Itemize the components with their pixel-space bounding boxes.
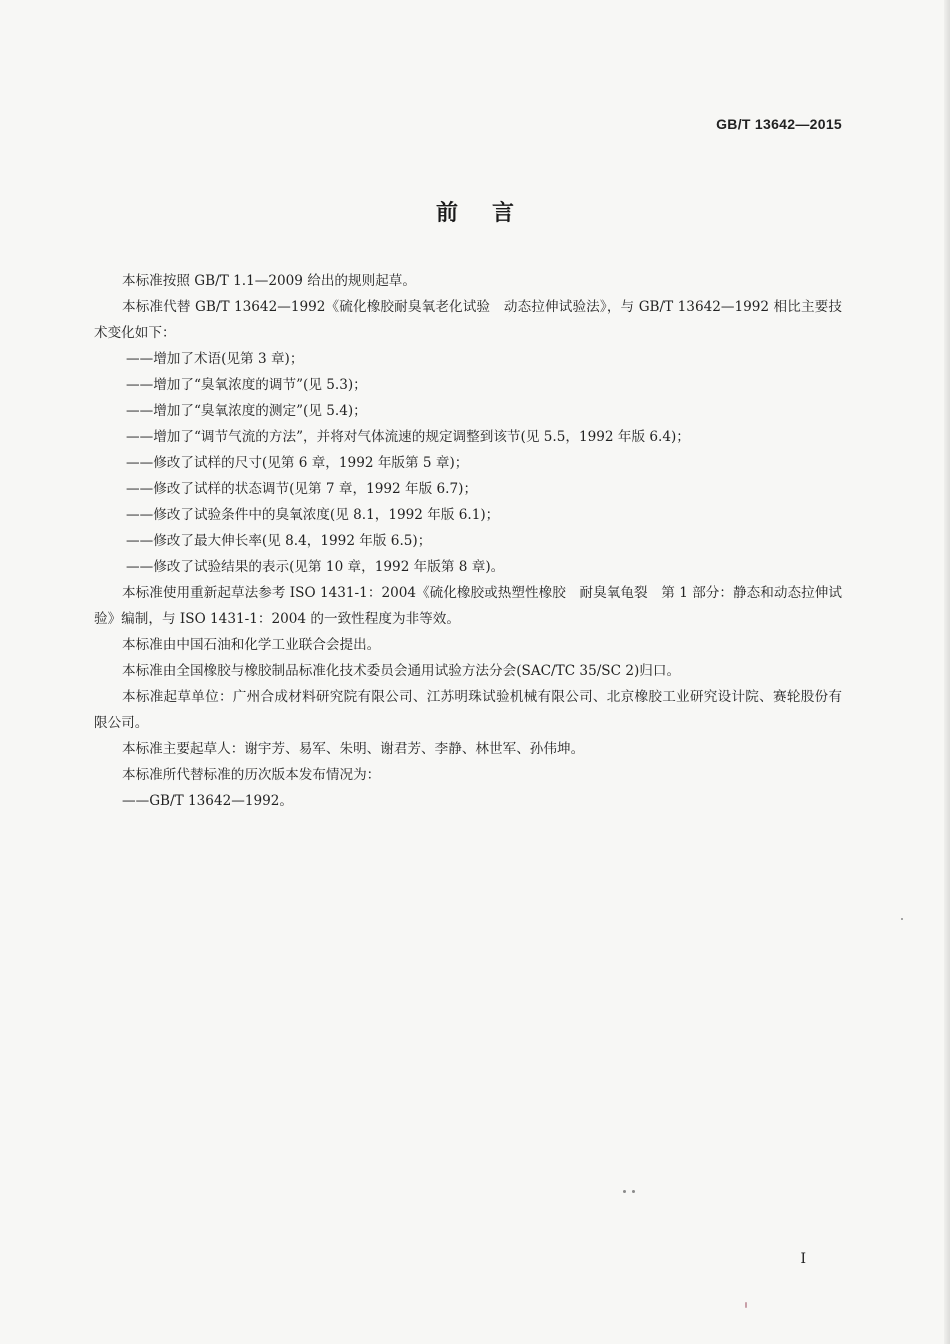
paragraph-iso-reference: 本标准使用重新起草法参考 ISO 1431-1：2004《硫化橡胶或热塑性橡胶 耐臭氧龟裂 第 1 部分：静态和动态拉伸试验》编制，与 ISO 1431-1：2004 的一致性程度为非等效。	[94, 585, 842, 627]
page-title: 前言	[435, 201, 548, 226]
paragraph-history-intro: 本标准所代替标准的历次版本发布情况为：	[122, 767, 381, 783]
change-item: ——增加了“臭氧浓度的调节”(见 5.3)；	[126, 377, 367, 393]
standard-code: GB/T 13642—2015	[716, 116, 842, 132]
scan-speck	[901, 918, 903, 920]
change-list	[94, 346, 842, 580]
paragraph-drafting-rules: 本标准按照 GB/T 1.1—2009 给出的规则起草。	[122, 273, 416, 289]
change-item: ——修改了试验条件中的臭氧浓度(见 8.1，1992 年版 6.1)；	[126, 507, 500, 523]
change-item: ——增加了“调节气流的方法”，并将对气体流速的规定调整到该节(见 5.5，1992 年版 6.4)；	[126, 429, 690, 445]
paragraph-committee: 本标准由全国橡胶与橡胶制品标准化技术委员会通用试验方法分会(SAC/TC 35/SC 2)归口。	[122, 663, 681, 679]
paragraph-replaces: 本标准代替 GB/T 13642—1992《硫化橡胶耐臭氧老化试验 动态拉伸试验法》，与 GB/T 13642—1992 相比主要技术变化如下：	[94, 299, 842, 341]
page-number: I	[800, 1251, 806, 1267]
change-item: ——增加了术语(见第 3 章)；	[126, 351, 304, 367]
paragraph-drafters: 本标准主要起草人：谢宇芳、易军、朱明、谢君芳、李静、林世军、孙伟坤。	[122, 741, 585, 757]
paragraph-drafting-units: 本标准起草单位：广州合成材料研究院有限公司、江苏明珠试验机械有限公司、北京橡胶工业研究设计院、赛轮股份有限公司。	[94, 689, 842, 731]
history-item: ——GB/T 13642—1992。	[122, 793, 294, 809]
change-item: ——修改了试验结果的表示(见第 10 章，1992 年版第 8 章)。	[126, 559, 505, 575]
scan-speck	[632, 1190, 635, 1193]
change-item: ——修改了试样的尺寸(见第 6 章，1992 年版第 5 章)；	[126, 455, 469, 471]
scan-speck	[623, 1190, 626, 1193]
change-item: ——增加了“臭氧浓度的测定”(见 5.4)；	[126, 403, 367, 419]
change-item: ——修改了试样的状态调节(见第 7 章，1992 年版 6.7)；	[126, 481, 478, 497]
document-body	[94, 268, 842, 814]
paragraph-proposed-by: 本标准由中国石油和化学工业联合会提出。	[122, 637, 381, 653]
change-item: ——修改了最大伸长率(见 8.4，1992 年版 6.5)；	[126, 533, 432, 549]
scan-speck	[745, 1302, 747, 1308]
